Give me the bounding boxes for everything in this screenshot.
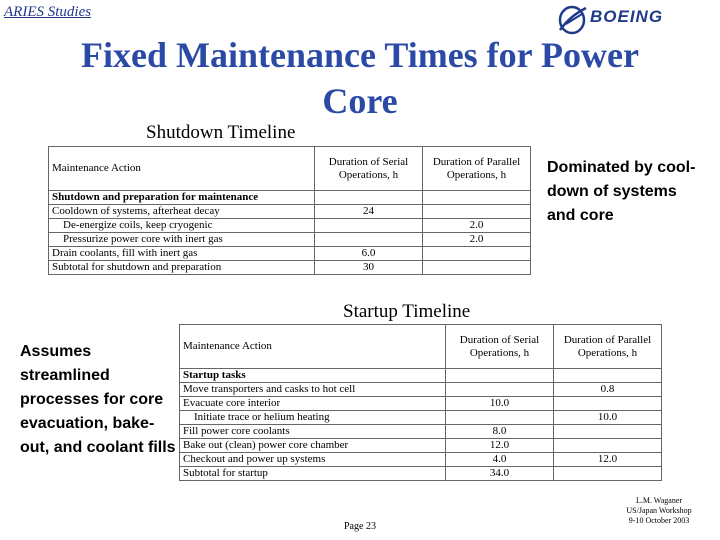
serial-cell: 34.0 [446, 467, 554, 481]
serial-cell: 12.0 [446, 439, 554, 453]
section-label: Startup tasks [180, 369, 446, 383]
table-row [49, 247, 531, 261]
parallel-cell: 10.0 [554, 411, 662, 425]
series-label: ARIES Studies [4, 4, 92, 20]
page-number: Page 23 [344, 521, 376, 532]
shutdown-note: Dominated by cool-down of systems and core [547, 159, 696, 224]
page-title: Fixed Maintenance Times for Power Core [81, 35, 639, 121]
parallel-cell: 2.0 [423, 233, 531, 247]
subtotal-row [180, 467, 662, 481]
action-cell: Evacuate core interior [180, 397, 446, 411]
parallel-cell [423, 205, 531, 219]
parallel-cell [423, 261, 531, 275]
header-action: Maintenance Action [49, 147, 315, 191]
parallel-cell [554, 425, 662, 439]
serial-cell [315, 233, 423, 247]
parallel-cell: 2.0 [423, 219, 531, 233]
header-serial: Duration of Serial Operations, h [315, 147, 423, 191]
section-row [180, 369, 662, 383]
section-row [49, 191, 531, 205]
serial-cell [446, 383, 554, 397]
table-row [180, 383, 662, 397]
table-row [180, 439, 662, 453]
action-cell: Fill power core coolants [180, 425, 446, 439]
table-row [180, 411, 662, 425]
header-parallel: Duration of Parallel Operations, h [554, 325, 662, 369]
header-serial: Duration of Serial Operations, h [446, 325, 554, 369]
parallel-cell: 0.8 [554, 383, 662, 397]
credit-date: 9-10 October 2003 [628, 516, 690, 525]
action-cell: De-energize coils, keep cryogenic [49, 219, 315, 233]
table-header-row [180, 325, 662, 369]
table-row [49, 205, 531, 219]
table-row [49, 233, 531, 247]
parallel-cell: 12.0 [554, 453, 662, 467]
empty-cell [315, 191, 423, 205]
startup-subtitle: Startup Timeline [343, 301, 471, 322]
header-parallel: Duration of Parallel Operations, h [423, 147, 531, 191]
action-cell: Initiate trace or helium heating [180, 411, 446, 425]
serial-cell: 6.0 [315, 247, 423, 261]
action-cell: Cooldown of systems, afterheat decay [49, 205, 315, 219]
serial-cell: 24 [315, 205, 423, 219]
startup-note: Assumes streamlined processes for core evacuation, bake-out, and coolant fills [20, 343, 176, 456]
serial-cell: 30 [315, 261, 423, 275]
parallel-cell [554, 467, 662, 481]
section-label: Shutdown and preparation for maintenance [49, 191, 315, 205]
table-row [180, 425, 662, 439]
parallel-cell [423, 247, 531, 261]
table-header-row [49, 147, 531, 191]
logo-wordmark: BOEING [590, 7, 664, 26]
author-credit [600, 496, 718, 526]
startup-table [179, 324, 662, 481]
shutdown-subtitle: Shutdown Timeline [146, 122, 296, 143]
subtotal-row [49, 261, 531, 275]
parallel-cell [554, 397, 662, 411]
parallel-cell [554, 439, 662, 453]
empty-cell [446, 369, 554, 383]
serial-cell [315, 219, 423, 233]
empty-cell [423, 191, 531, 205]
action-cell: Move transporters and casks to hot cell [180, 383, 446, 397]
empty-cell [554, 369, 662, 383]
table-row [180, 397, 662, 411]
table-row [49, 219, 531, 233]
action-cell: Subtotal for shutdown and preparation [49, 261, 315, 275]
serial-cell: 4.0 [446, 453, 554, 467]
action-cell: Subtotal for startup [180, 467, 446, 481]
table-row [180, 453, 662, 467]
action-cell: Checkout and power up systems [180, 453, 446, 467]
shutdown-table [48, 146, 531, 275]
credit-author: L.M. Waganer [635, 496, 683, 505]
action-cell: Bake out (clean) power core chamber [180, 439, 446, 453]
credit-event: US/Japan Workshop [626, 506, 692, 515]
serial-cell: 8.0 [446, 425, 554, 439]
serial-cell [446, 411, 554, 425]
serial-cell: 10.0 [446, 397, 554, 411]
header-action: Maintenance Action [180, 325, 446, 369]
action-cell: Pressurize power core with inert gas [49, 233, 315, 247]
action-cell: Drain coolants, fill with inert gas [49, 247, 315, 261]
